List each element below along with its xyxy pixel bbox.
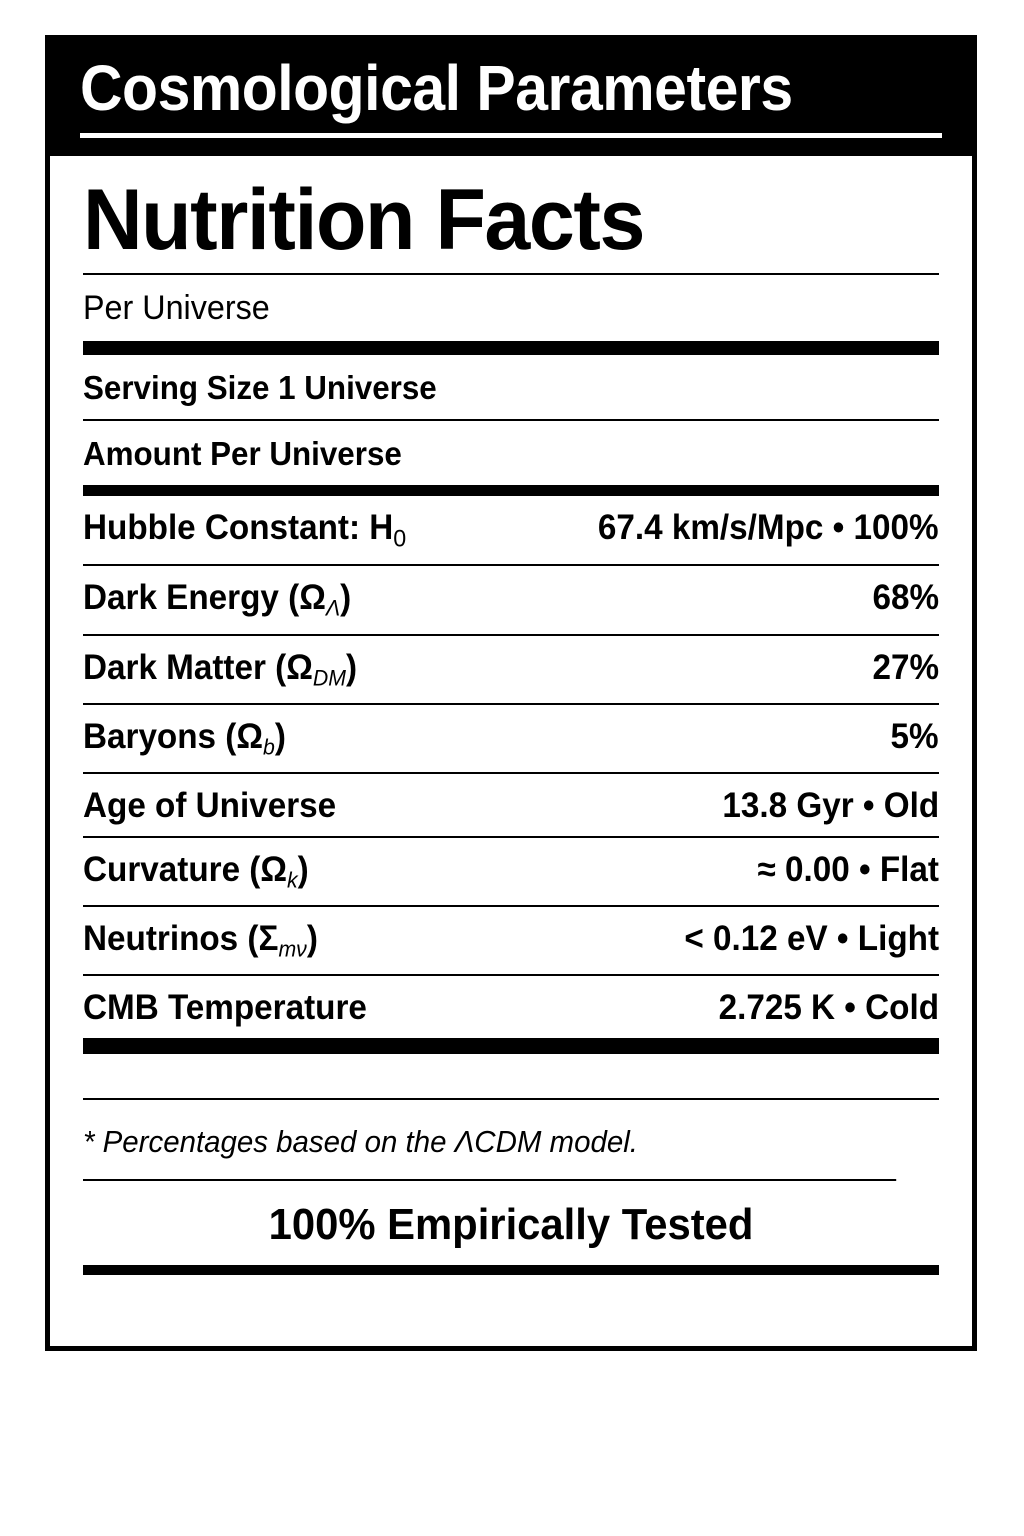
banner-divider (80, 133, 942, 138)
parameter-name-subscript: b (263, 734, 275, 760)
parameter-name-subscript: mν (278, 936, 307, 962)
parameter-list (83, 496, 939, 1040)
parameter-value: 2.725 K • Cold (718, 988, 939, 1028)
nutrition-label (45, 35, 977, 1351)
spacer-row (83, 1054, 939, 1100)
parameter-name-text: CMB Temperature (83, 988, 367, 1028)
parameter-name (83, 580, 351, 620)
divider-bar-amount (83, 485, 939, 496)
label-banner (50, 40, 972, 156)
parameter-name-text: Neutrinos (Σ (83, 918, 279, 958)
parameter-name-text: Hubble Constant: H (83, 507, 394, 547)
parameter-name-subscript: 0 (393, 524, 407, 552)
footnote: * Percentages based on the ΛCDM model. (83, 1100, 896, 1181)
amount-per-universe-label: Amount Per Universe (83, 434, 402, 472)
parameter-name-text: Curvature (Ω (83, 849, 288, 889)
parameter-value: < 0.12 eV • Light (684, 918, 939, 958)
parameter-row (83, 705, 939, 774)
tagline: 100% Empirically Tested (268, 1200, 754, 1250)
parameter-name-text: Dark Energy (Ω (83, 578, 326, 618)
parameter-row (83, 636, 939, 705)
parameter-name (83, 849, 309, 893)
parameter-name (83, 716, 286, 760)
parameter-name-suffix: ) (346, 647, 358, 687)
parameter-row (83, 976, 939, 1040)
divider-footer-bar (83, 1265, 939, 1275)
parameter-value: 5% (890, 716, 939, 756)
parameter-name-text: Age of Universe (83, 785, 337, 825)
parameter-name (83, 647, 358, 691)
parameter-name-subscript: k (287, 867, 298, 893)
parameter-name-suffix: ) (340, 578, 352, 618)
divider-thick-top (83, 341, 939, 355)
parameter-value: ≈ 0.00 • Flat (757, 849, 939, 889)
parameter-row (83, 566, 939, 635)
parameter-name (83, 988, 367, 1028)
parameter-name (83, 785, 337, 825)
parameter-name-suffix: ) (274, 716, 286, 756)
page-title: Nutrition Facts (83, 172, 644, 269)
serving-size-label: Serving Size 1 Universe (83, 368, 437, 406)
parameter-name-subscript: Λ (325, 596, 341, 622)
parameter-name-suffix: ) (306, 918, 318, 958)
parameter-name-text: Baryons (Ω (83, 716, 264, 756)
parameter-row (83, 907, 939, 976)
parameter-name-text: Dark Matter (Ω (83, 647, 313, 687)
parameter-value: 13.8 Gyr • Old (722, 785, 939, 825)
label-body (50, 156, 972, 1275)
per-universe-label: Per Universe (83, 288, 270, 327)
parameter-value: 67.4 km/s/Mpc • 100% (598, 507, 939, 547)
divider-thick-bottom (83, 1040, 939, 1054)
parameter-name (83, 507, 407, 552)
parameter-value: 68% (872, 578, 939, 618)
parameter-row (83, 838, 939, 907)
banner-title: Cosmological Parameters (80, 52, 793, 124)
parameter-row (83, 496, 939, 567)
parameter-name (83, 918, 318, 962)
parameter-name-suffix: ) (297, 849, 309, 889)
parameter-name-subscript: DM (312, 665, 347, 691)
parameter-row (83, 774, 939, 838)
parameter-value: 27% (872, 647, 939, 687)
